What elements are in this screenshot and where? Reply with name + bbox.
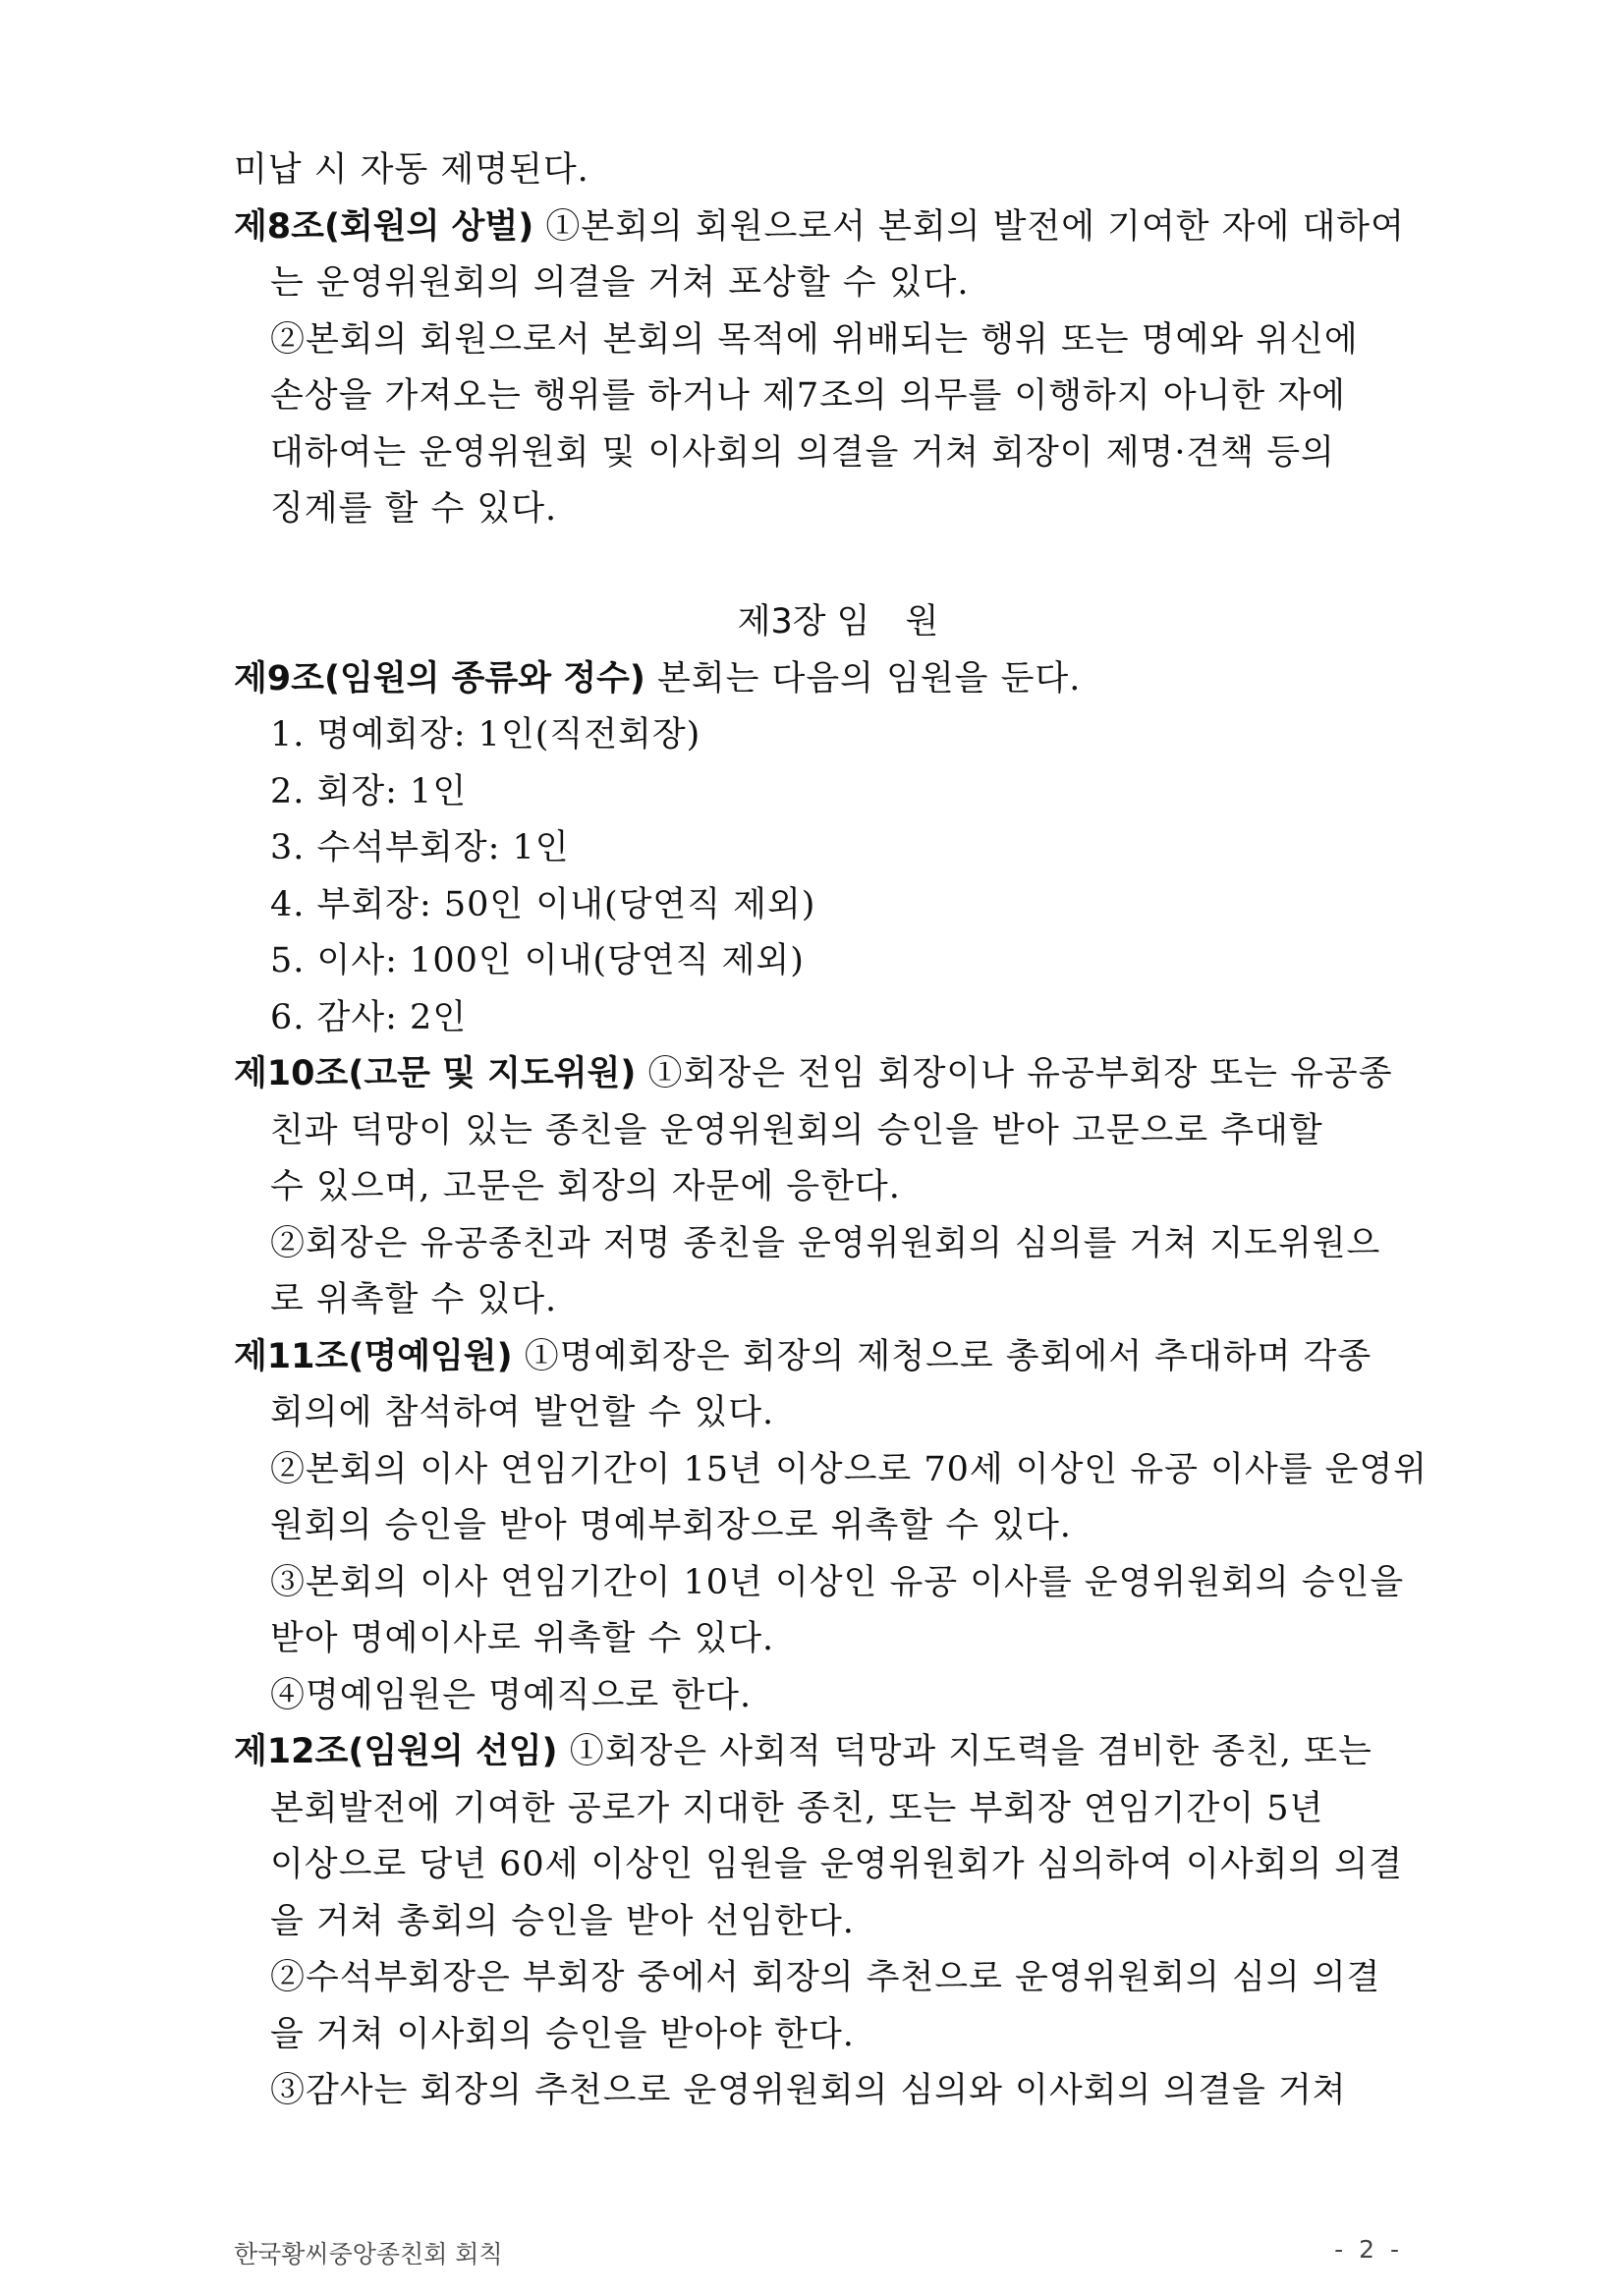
text-line: 친과 덕망이 있는 종친을 운영위원회의 승인을 받아 고문으로 추대할 — [270, 1110, 1323, 1150]
text-line: ④명예임원은 명예직으로 한다. — [270, 1675, 753, 1715]
article-8-text: ①본회의 회원으로서 본회의 발전에 기여한 자에 대하여 — [533, 206, 1405, 247]
article-9-text: 본회는 다음의 임원을 둔다. — [644, 658, 1082, 699]
article-10-heading: 제10조(고문 및 지도위원) — [234, 1054, 637, 1093]
text-line: 로 위촉할 수 있다. — [270, 1280, 558, 1319]
article-10-text: ①회장은 전임 회장이나 유공부회장 또는 유공종 — [636, 1054, 1393, 1093]
text-line: 수 있으며, 고문은 회장의 자문에 응한다. — [270, 1167, 901, 1206]
text-line: 본회발전에 기여한 공로가 지대한 종친, 또는 부회장 연임기간이 5년 — [270, 1788, 1324, 1828]
chapter-title-main: 제3장 임 — [737, 602, 870, 642]
article-9-heading: 제9조(임원의 종류와 정수) — [234, 658, 645, 699]
article-8-first-line — [234, 199, 1403, 256]
text-line: 회의에 참석하여 발언할 수 있다. — [270, 1393, 775, 1432]
text-line: 을 거쳐 이사회의 승인을 받아야 한다. — [270, 2014, 855, 2054]
article-12-first-line — [234, 1724, 1403, 1781]
article-10-first-line — [234, 1046, 1403, 1103]
article-11-heading: 제11조(명예임원) — [234, 1336, 513, 1376]
text-line: 미납 시 자동 제명된다. — [234, 150, 589, 190]
article-8-heading: 제8조(회원의 상벌) — [234, 206, 534, 247]
text-line: ③본회의 이사 연임기간이 10년 이상인 유공 이사를 운영위원회의 승인을 — [270, 1562, 1405, 1602]
list-item: 4. 부회장: 50인 이내(당연직 제외) — [270, 884, 816, 924]
text-line: 대하여는 운영위원회 및 이사회의 의결을 거쳐 회장이 제명·견책 등의 — [270, 432, 1335, 473]
list-item: 3. 수석부회장: 1인 — [270, 828, 570, 868]
text-line: ②본회의 이사 연임기간이 15년 이상으로 70세 이상인 유공 이사를 운영위 — [270, 1449, 1428, 1489]
article-9-first-line — [234, 651, 1403, 708]
text-line: 징계를 할 수 있다. — [270, 489, 558, 529]
list-item: 5. 이사: 100인 이내(당연직 제외) — [270, 941, 805, 980]
article-11-text: ①명예회장은 회장의 제청으로 총회에서 추대하며 각종 — [512, 1336, 1372, 1376]
text-line: 원회의 승인을 받아 명예부회장으로 위촉할 수 있다. — [270, 1506, 1072, 1545]
text-line: ③감사는 회장의 추천으로 운영위원회의 심의와 이사회의 의결을 거쳐 — [270, 2071, 1347, 2110]
text-line: 을 거쳐 총회의 승인을 받아 선임한다. — [270, 1901, 855, 1941]
list-item: 2. 회장: 1인 — [270, 771, 468, 812]
text-line: 받아 명예이사로 위촉할 수 있다. — [270, 1619, 775, 1658]
list-item: 1. 명예회장: 1인(직전회장) — [270, 715, 701, 755]
text-line: ②회장은 유공종친과 저명 종친을 운영위원회의 심의를 거쳐 지도위원으 — [270, 1223, 1381, 1263]
text-line: ②수석부회장은 부회장 중에서 회장의 추천으로 운영위원회의 심의 의결 — [270, 1958, 1381, 1997]
chapter-title-tail: 원 — [905, 602, 939, 642]
text-line: 는 운영위원회의 의결을 거쳐 포상할 수 있다. — [270, 263, 970, 303]
footer-title: 한국황씨중앙종친회 회칙 — [234, 2240, 503, 2268]
document-body — [234, 142, 1428, 2120]
article-12-heading: 제12조(임원의 선임) — [234, 1732, 558, 1771]
text-line: 손상을 가져오는 행위를 하거나 제7조의 의무를 이행하지 아니한 자에 — [270, 376, 1346, 416]
article-11-first-line — [234, 1329, 1403, 1386]
page-number: - 2 - — [1334, 2235, 1403, 2264]
spacer — [234, 538, 1403, 595]
text-line: 이상으로 당년 60세 이상인 임원을 운영위원회가 심의하여 이사회의 의결 — [270, 1845, 1404, 1884]
page-footer — [234, 2235, 1403, 2270]
text-line: ②본회의 회원으로서 본회의 목적에 위배되는 행위 또는 명예와 위신에 — [270, 319, 1359, 360]
article-12-text: ①회장은 사회적 덕망과 지도력을 겸비한 종친, 또는 — [557, 1732, 1372, 1771]
list-item: 6. 감사: 2인 — [270, 997, 468, 1037]
chapter-title — [234, 594, 1403, 651]
